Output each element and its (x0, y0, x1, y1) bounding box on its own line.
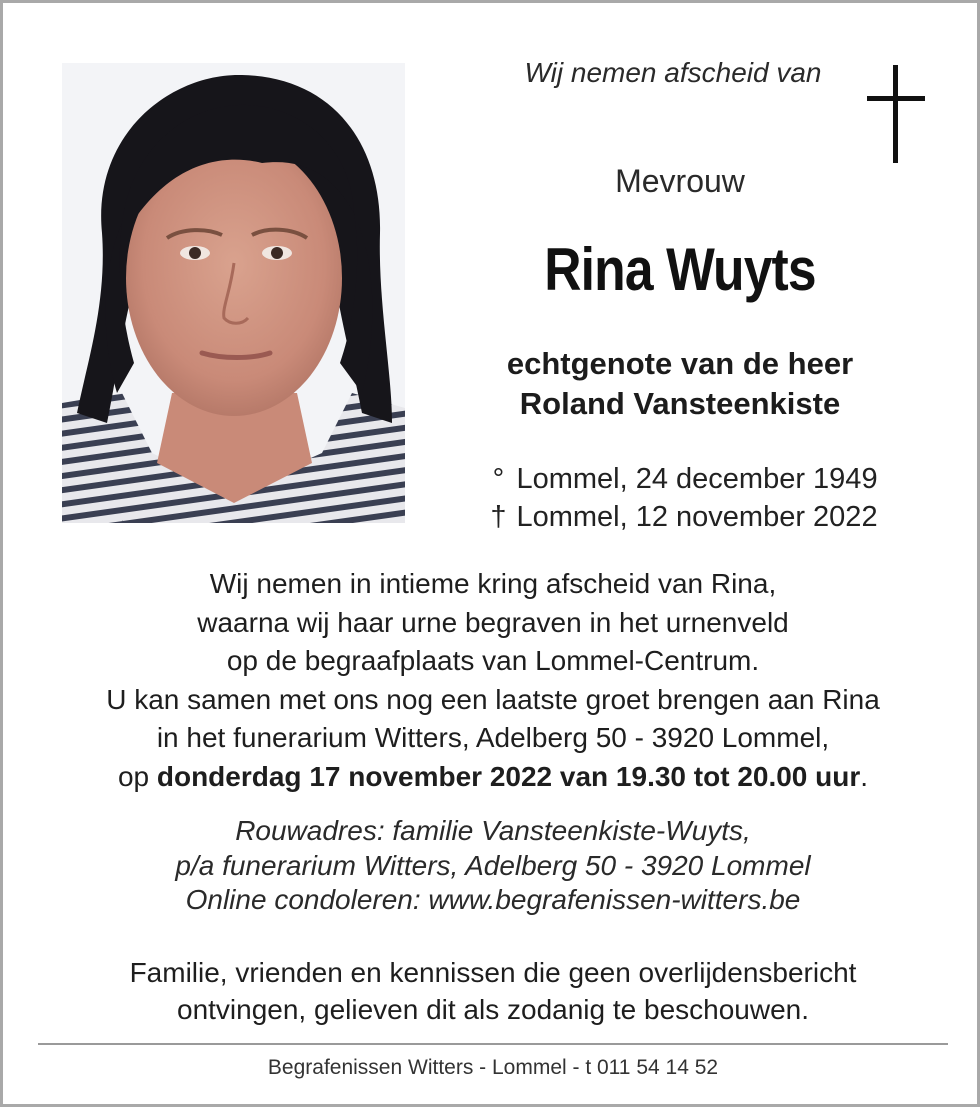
birth-mark: ° (492, 463, 505, 495)
birth-date: Lommel, 24 december 1949 (516, 463, 878, 495)
mourning-address (3, 814, 980, 918)
spouse-info (423, 344, 937, 424)
spouse-line-2: Roland Vansteenkiste (519, 386, 841, 421)
notice-text (3, 955, 980, 1028)
intro-line: Wij nemen afscheid van (524, 57, 822, 88)
body-line-6-prefix: op (117, 760, 150, 792)
body-line-5: in het funerarium Witters, Adelberg 50 - 3920 Lommel, (156, 722, 830, 753)
birth-line (423, 460, 943, 498)
body-line-3: op de begraafplaats van Lommel-Centrum. (226, 645, 760, 676)
honorific: Mevrouw (615, 163, 745, 199)
body-line-2: waarna wij haar urne begraven in het urnenveld (197, 606, 789, 638)
body-line-6 (3, 758, 980, 797)
funeral-home-footer: Begrafenissen Witters - Lommel - t 011 54 14 52 (267, 1056, 719, 1079)
life-dates (423, 460, 943, 536)
notice-line-1: Familie, vrienden en kennissen die geen overlijdensbericht (129, 957, 857, 988)
announcement-body (3, 565, 980, 796)
body-line-1: Wij nemen in intieme kring afscheid van Rina, (209, 568, 777, 599)
visitation-time: donderdag 17 november 2022 van 19.30 tot 20.00 uur (156, 760, 861, 792)
footer-divider (38, 1043, 948, 1045)
body-line-6-suffix: . (860, 760, 869, 792)
portrait-photo (62, 63, 405, 523)
notice-line-2: ontvingen, gelieven dit als zodanig te beschouwen. (177, 993, 809, 1025)
death-date: Lommel, 12 november 2022 (516, 501, 878, 533)
deceased-name: Rina Wuyts (544, 236, 816, 303)
address-line-3: Online condoleren: www.begrafenissen-witters.be (185, 884, 801, 915)
address-line-2: p/a funerarium Witters, Adelberg 50 - 3920 Lommel (175, 849, 811, 881)
death-line (423, 498, 943, 536)
address-line-1: Rouwadres: familie Vansteenkiste-Wuyts, (235, 815, 751, 846)
body-line-4: U kan samen met ons nog een laatste groet brengen aan Rina (106, 683, 880, 715)
cross-icon (867, 65, 925, 163)
spouse-line-1: echtgenote van de heer (506, 346, 854, 381)
death-mark: † (490, 501, 507, 533)
